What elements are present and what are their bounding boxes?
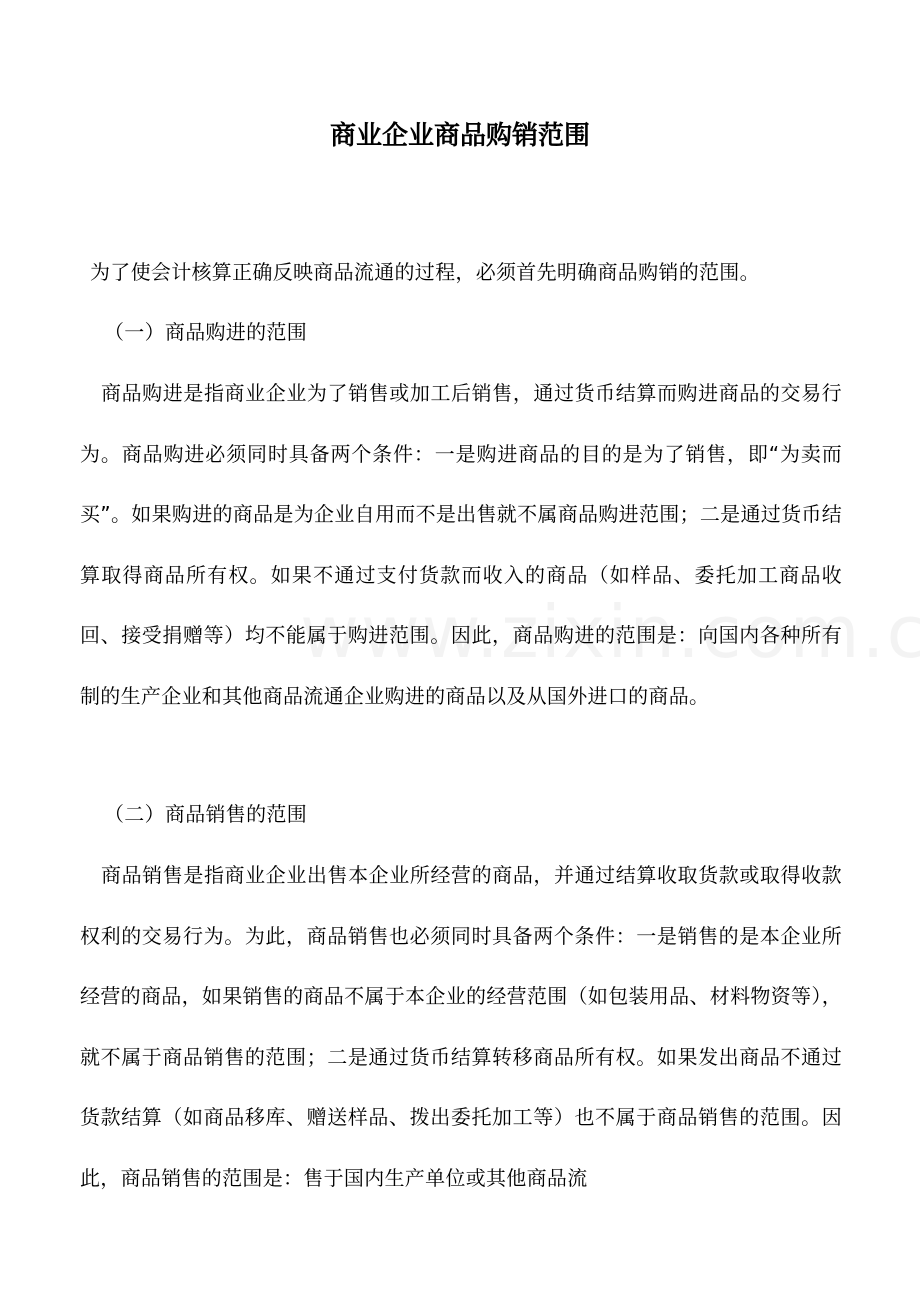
section-body-purchase: 商品购进是指商业企业为了销售或加工后销售，通过货币结算而购进商品的交易行为。商品购进必须同时具备两个条件：一是购进商品的目的是为了销售，即“为卖而买”。如果购进的商品是为企业自用而不是出售就不属商品购进范围；二是通过货币结算取得商品所有权。如果不通过支付货款而收入的商品（如样品、委托加工商品收回、接受捐赠等）均不能属于购进范围。因此，商品购进的范围是：向国内各种所有制的生产企业和其他商品流通企业购进的商品以及从国外进口的商品。 [80, 381, 842, 708]
section-heading-purchase: （一）商品购进的范围 [104, 320, 307, 344]
intro-paragraph: 为了使会计核算正确反映商品流通的过程，必须首先明确商品购销的范围。 [90, 260, 760, 284]
section-body-sales: 商品销售是指商业企业出售本企业所经营的商品，并通过结算收取货款或取得收款权利的交易行为。为此，商品销售也必须同时具备两个条件：一是销售的是本企业所经营的商品，如果销售的商品不属于本企业的经营范围（如包装用品、材料物资等），就不属于商品销售的范围；二是通过货币结算转移商品所有权。如果发出商品不通过货款结算（如商品移库、赠送样品、拨出委托加工等）也不属于商品销售的范围。因此，商品销售的范围是：售于国内生产单位或其他商品流 [80, 863, 842, 1190]
document-title: 商业企业商品购销范围 [329, 121, 590, 151]
section-heading-sales: （二）商品销售的范围 [104, 802, 307, 826]
